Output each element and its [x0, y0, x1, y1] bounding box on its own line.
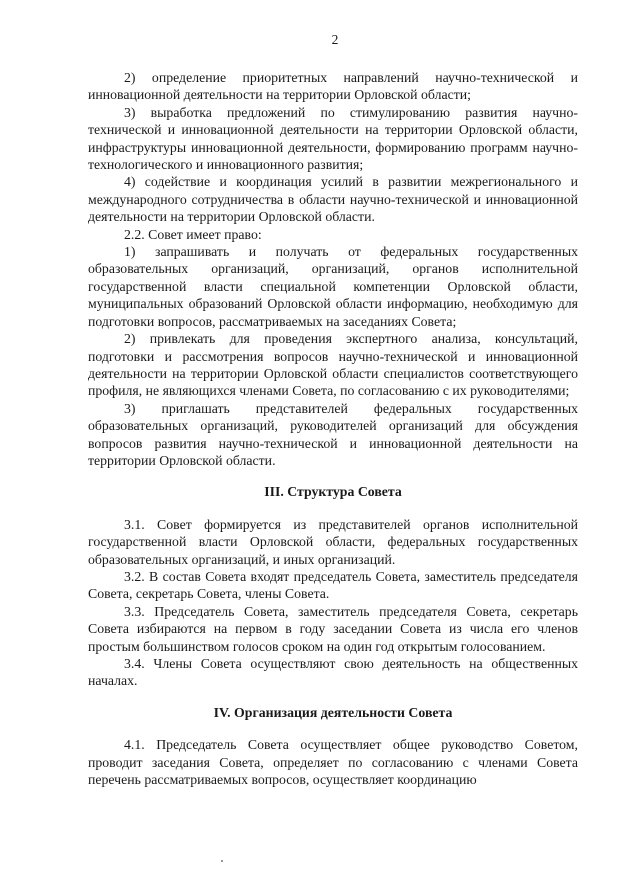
- section-heading: IV. Организация деятельности Совета: [213, 704, 453, 720]
- paragraph: 3) выработка предложений по стимулированию развития научно-технической и инновационной деятельности на территории Орловской области, инфраструктуры инновационной деятельности, формированию программ научно-технологического и инновационного развития;: [88, 104, 578, 173]
- paragraph: 2.2. Совет имеет право:: [124, 226, 262, 242]
- paragraph: 3) приглашать представителей федеральных государственных образовательных организаций, руководителей организаций для обсуждения вопросов развития научно-технической и инновационной деятельности на территории Орловской области.: [88, 400, 578, 468]
- paragraph: 3.3. Председатель Совета, заместитель председателя Совета, секретарь Совета избираются на первом в году заседании Совета из числа его членов простым большинством голосов сроком на один год открытым голосованием.: [88, 603, 578, 654]
- scan-speck: [221, 860, 223, 862]
- paragraph: 4) содействие и координация усилий в развитии межрегионального и международного сотрудничества в области научно-технической и инновационной деятельности на территории Орловской области.: [88, 174, 578, 225]
- paragraph: 3.1. Совет формируется из представителей органов исполнительной государственной власти Орловской области, федеральных государственных образовательных организаций, и иных организаций.: [88, 516, 578, 567]
- paragraph: 2) привлекать для проведения экспертного анализа, консультаций, подготовки и рассмотрения вопросов научно-технической и инновационной деятельности на территории Орловской области специалистов соответствующего профиля, не являющихся членами Совета, по согласованию с их руководителями;: [88, 331, 578, 399]
- section-2-continuation: [88, 69, 578, 469]
- paragraph: 2) определение приоритетных направлений научно-технической и инновационной деятельности на территории Орловской области;: [88, 70, 578, 103]
- paragraph: 3.2. В состав Совета входят председатель Совета, заместитель председателя Совета, секретарь Совета, члены Совета.: [88, 568, 578, 602]
- paragraph: 4.1. Председатель Совета осуществляет общее руководство Советом, проводит заседания Совета, определяет по согласованию с членами Совета перечень рассматриваемых вопросов, осуществляет координацию: [88, 737, 578, 788]
- page-number: 2: [331, 32, 339, 47]
- paragraph: 1) запрашивать и получать от федеральных государственных образовательных организаций, организаций, органов исполнительной государственной власти специальной компетенции Орловской области, муниципальных образований Орловской области информацию, необходимую для подготовки вопросов, рассматриваемых на заседаниях Совета;: [88, 244, 578, 329]
- section-heading: III. Структура Совета: [264, 484, 402, 500]
- section-4: [88, 704, 578, 789]
- paragraph: 3.4. Члены Совета осуществляют свою деятельность на общественных началах.: [88, 656, 578, 689]
- section-3: [88, 483, 578, 689]
